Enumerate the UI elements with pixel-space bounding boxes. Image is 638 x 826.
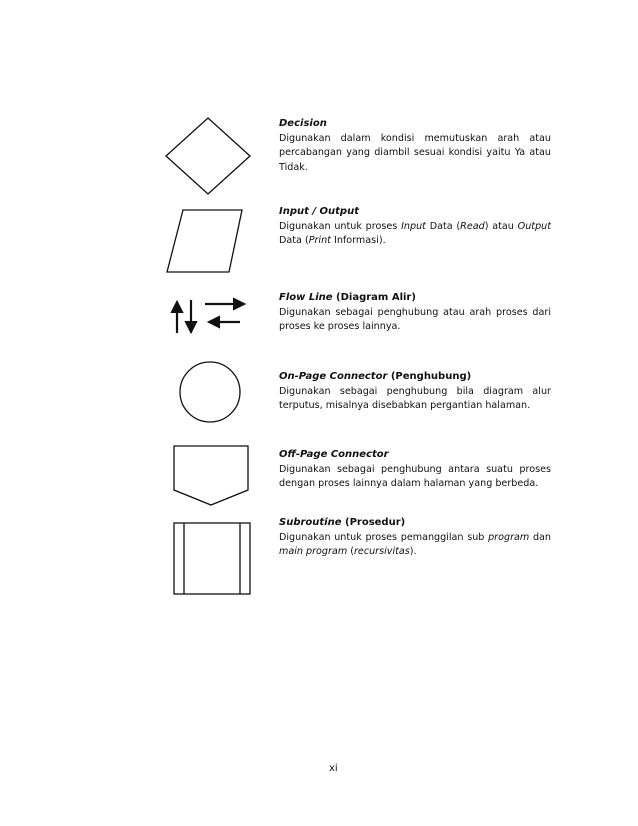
entry-on-page-connector <box>279 370 551 414</box>
title-rest: (Penghubung) <box>387 371 472 382</box>
entry-description <box>279 306 551 335</box>
title-italic: Decision <box>279 118 327 129</box>
entry-title <box>279 291 551 306</box>
desc-italic: Output <box>517 220 551 232</box>
desc-italic: recursivitas <box>353 546 410 557</box>
entry-description <box>279 463 551 492</box>
subroutine-symbol <box>174 523 250 594</box>
desc-text: Digunakan untuk proses pemanggilan sub <box>279 531 489 543</box>
off-page-connector-symbol <box>174 446 248 505</box>
entry-title <box>279 448 551 463</box>
desc-italic: program <box>488 531 530 543</box>
entry-description <box>279 220 551 249</box>
desc-italic: Input <box>401 220 426 232</box>
entry-description <box>279 385 551 414</box>
desc-text: ( <box>347 546 354 557</box>
input-output-symbol <box>167 210 242 272</box>
desc-italic: Print <box>308 235 331 246</box>
title-italic: Flow Line <box>279 292 333 303</box>
desc-text: Informasi). <box>330 235 386 246</box>
entry-decision <box>279 117 551 175</box>
entry-title <box>279 370 551 385</box>
entry-subroutine <box>279 516 551 560</box>
title-rest: (Prosedur) <box>341 517 406 528</box>
desc-italic: Read <box>460 220 485 232</box>
desc-text: Data ( <box>279 235 309 246</box>
desc-text: Digunakan sebagai penghubung antara suatu proses dengan proses lainnya dalam halaman yang berbeda. <box>279 463 551 489</box>
entry-title <box>279 117 551 132</box>
desc-italic: main program <box>279 546 348 557</box>
entry-off-page-connector <box>279 448 551 492</box>
entry-input-output <box>279 205 551 249</box>
title-italic: On-Page Connector <box>279 371 388 382</box>
desc-text: ) atau <box>484 220 518 232</box>
on-page-connector-symbol <box>180 362 240 422</box>
entry-description <box>279 531 551 560</box>
flow-line-symbol <box>177 300 244 333</box>
title-italic: Off-Page Connector <box>279 449 389 460</box>
desc-text: Digunakan sebagai penghubung bila diagram alur terputus, misalnya disebabkan pergantian halaman. <box>279 385 551 411</box>
desc-text: Digunakan dalam kondisi memutuskan arah atau percabangan yang diambil sesuai kondisi yaitu Ya atau Tidak. <box>279 132 551 173</box>
desc-text: dan <box>529 531 551 543</box>
entry-description <box>279 132 551 176</box>
title-rest: (Diagram Alir) <box>332 292 416 303</box>
desc-text: Data ( <box>425 220 461 232</box>
decision-symbol <box>166 118 250 194</box>
title-italic: Subroutine <box>279 517 342 528</box>
desc-text: Digunakan untuk proses <box>279 220 402 232</box>
page-number: xi <box>329 763 338 774</box>
desc-text: Digunakan sebagai penghubung atau arah proses dari proses ke proses lainnya. <box>279 306 551 332</box>
entry-flow-line <box>279 291 551 335</box>
entry-title <box>279 205 551 220</box>
entry-title <box>279 516 551 531</box>
title-italic: Input / Output <box>279 206 359 217</box>
desc-text: ). <box>409 546 417 557</box>
